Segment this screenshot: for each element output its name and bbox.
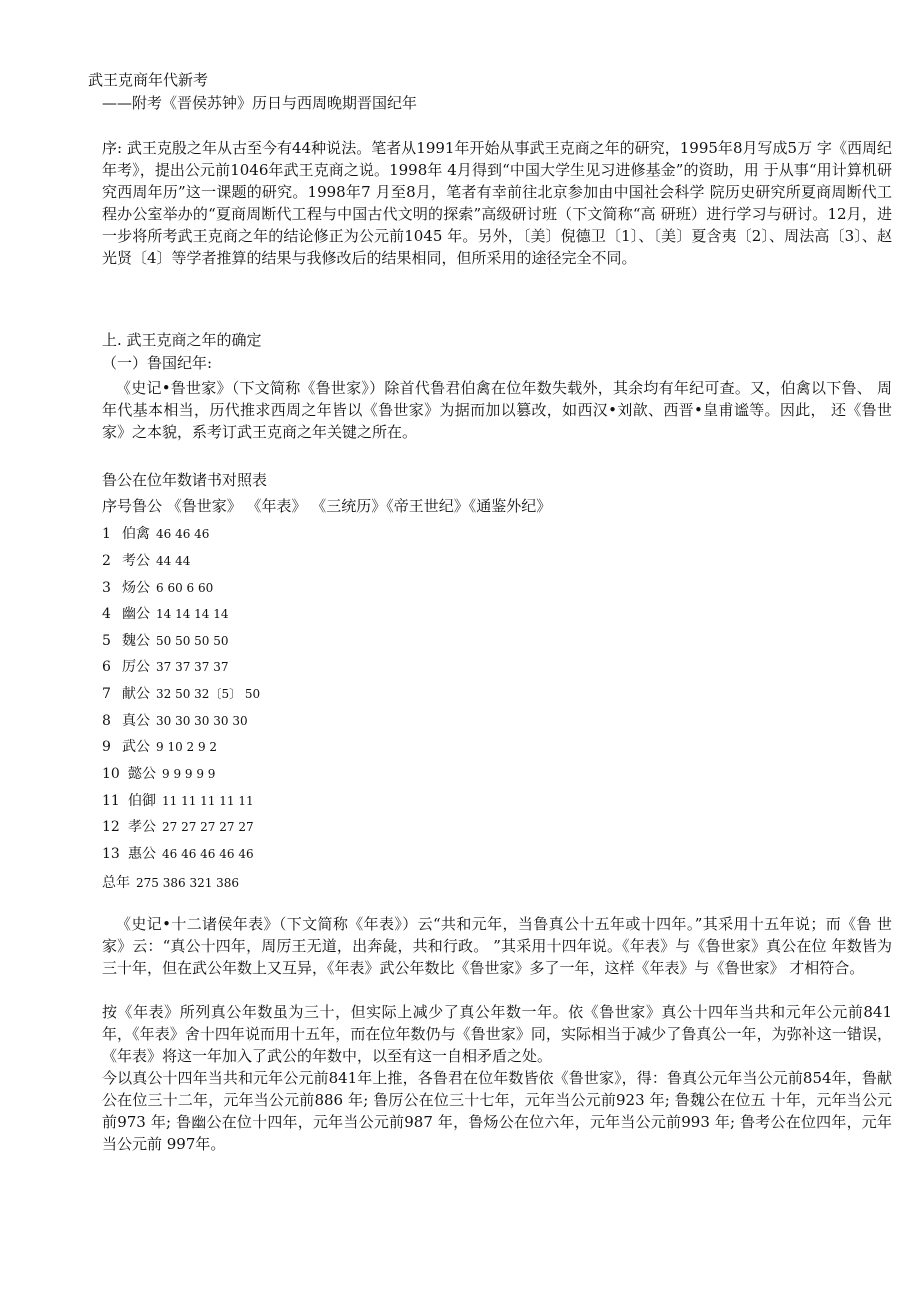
row-number: 5 [102, 633, 111, 649]
row-name: 真公 [122, 713, 150, 729]
paragraph-nianbiao: 《史记•十二诸侯年表》（下文简称《年表》）云“共和元年，当鲁真公十五年或十四年。”其采用十五年说；而《鲁 世家》云：“真公十四年，周厉王无道，出奔彘，共和行政。 ”其采用十四年说。《年表》与《鲁世家》真公在位 年数皆为三十年，但在武公年数上又互异，《年表》武公年数比《鲁世家》多了一年，这样《年表》与《鲁世家》 才相符合。 [102, 915, 892, 977]
row-number: 11 [102, 793, 120, 809]
row-name: 伯御 [128, 793, 156, 809]
row-name: 魏公 [122, 633, 150, 649]
row-name: 武公 [122, 739, 150, 755]
paragraph-calculation: 今以真公十四年当共和元年公元前841年上推，各鲁君在位年数皆依《鲁世家》，得：鲁真公元年当公元前854年，鲁献公在位三十二年，元年当公元前886 年; 鲁厉公在位三十七年，元年当公元前923 年; 鲁魏公在位五 十年，元年当公元前973 年; 鲁幽公在位十四年，元年当公元前987 年，鲁炀公在位六年，元年当公元前993 年; 鲁考公在位四年，元年当公元前 997年。 [102, 1069, 892, 1153]
preface-paragraph: 序: 武王克殷之年从古至今有44种说法。笔者从1991年开始从事武王克商之年的研究，1995年8月写成5万 字《西周纪年考》，提出公元前1046年武王克商之说。1998年 4月得到“中国大学生见习进修基金”的资助，用 于从事“用计算机研究西周年历”这一课题的研究。1998年7 月至8月，笔者有幸前往北京参加由中国社会科学 院历史研究所夏商周断代工程办公室举办的“夏商周断代工程与中国古代文明的探索”高级研讨班（下文简称“高 研班）进行学习与研讨。12月，进一步将所考武王克商之年的结论修正为公元前1045 年。另外，〔美〕倪德卫〔1〕、〔美〕夏含夷〔2〕、周法高〔3〕、赵光贤〔4〕等学者推算的结果与我修改后的结果相同，但所采用的途径完全不同。 [102, 139, 892, 267]
row-name: 炀公 [122, 580, 150, 596]
table-row [102, 551, 190, 571]
table-row [102, 631, 229, 651]
row-number: 6 [102, 659, 111, 675]
subsection-title: （一）鲁国纪年: [102, 354, 213, 372]
total-label: 总年 [102, 875, 130, 891]
table-row [102, 844, 254, 864]
row-values: 50 50 50 50 [156, 634, 229, 648]
row-number: 10 [102, 766, 120, 782]
row-name: 献公 [122, 686, 150, 702]
table-row [102, 817, 254, 837]
total-values: 275 386 321 386 [136, 876, 240, 890]
doc-subtitle: ——附考《晋侯苏钟》历日与西周晚期晋国纪年 [102, 94, 418, 112]
intro-paragraph: 《史记•鲁世家》（下文简称《鲁世家》）除首代鲁君伯禽在位年数失载外，其余均有年纪可查。又，伯禽以下鲁、 周年代基本相当，历代推求西周之年皆以《鲁世家》为据而加以篡改，如西汉•刘歆、西晋•皇甫谧等。因此， 还《鲁世家》之本貌，系考订武王克商之年关键之所在。 [102, 379, 892, 441]
doc-title: 武王克商年代新考 [88, 71, 209, 89]
table-row [102, 791, 254, 811]
row-name: 幽公 [122, 606, 150, 622]
row-number: 8 [102, 713, 111, 729]
row-number: 4 [102, 606, 111, 622]
row-values: 27 27 27 27 27 [162, 820, 254, 834]
table-row [102, 764, 215, 784]
row-name: 惠公 [128, 846, 156, 862]
table-total-row [102, 873, 239, 893]
row-name: 伯禽 [122, 526, 150, 542]
table-row [102, 737, 217, 757]
row-number: 7 [102, 686, 111, 702]
table-row [102, 604, 229, 624]
table-row [102, 711, 248, 731]
row-values: 9 9 9 9 9 [162, 767, 216, 781]
table-row [102, 578, 213, 598]
row-number: 9 [102, 739, 111, 755]
row-values: 30 30 30 30 30 [156, 714, 248, 728]
table-title: 鲁公在位年数诸书对照表 [102, 471, 268, 489]
row-name: 孝公 [128, 819, 156, 835]
row-values: 11 11 11 11 11 [162, 794, 254, 808]
row-number: 3 [102, 580, 111, 596]
row-values: 46 46 46 46 46 [162, 847, 254, 861]
row-values: 9 10 2 9 2 [156, 740, 218, 754]
row-number: 12 [102, 819, 120, 835]
section-title: 上. 武王克商之年的确定 [102, 331, 262, 349]
paragraph-analysis: 按《年表》所列真公年数虽为三十，但实际上减少了真公年数一年。依《鲁世家》真公十四年当共和元年公元前841年，《年表》舍十四年说而用十五年，而在位年数仍与《鲁世家》同，实际相当于减少了鲁真公一年，为弥补这一错误，《年表》将这一年加入了武公的年数中，以至有这一自相矛盾之处。 [102, 1003, 892, 1065]
row-values: 14 14 14 14 [156, 607, 229, 621]
table-header: 序号鲁公 《鲁世家》 《年表》 《三统历》《帝王世纪》《通鉴外纪》 [102, 497, 552, 515]
row-values: 32 50 32〔5〕 50 [156, 687, 261, 701]
table-row [102, 657, 229, 677]
row-name: 厉公 [122, 659, 150, 675]
row-number: 13 [102, 846, 120, 862]
row-values: 37 37 37 37 [156, 660, 229, 674]
row-values: 6 60 6 60 [156, 581, 214, 595]
row-number: 1 [102, 526, 111, 542]
row-name: 考公 [122, 553, 150, 569]
table-row [102, 684, 260, 704]
row-values: 44 44 [156, 554, 191, 568]
row-values: 46 46 46 [156, 527, 210, 541]
table-row [102, 524, 209, 544]
row-number: 2 [102, 553, 111, 569]
row-name: 懿公 [128, 766, 156, 782]
